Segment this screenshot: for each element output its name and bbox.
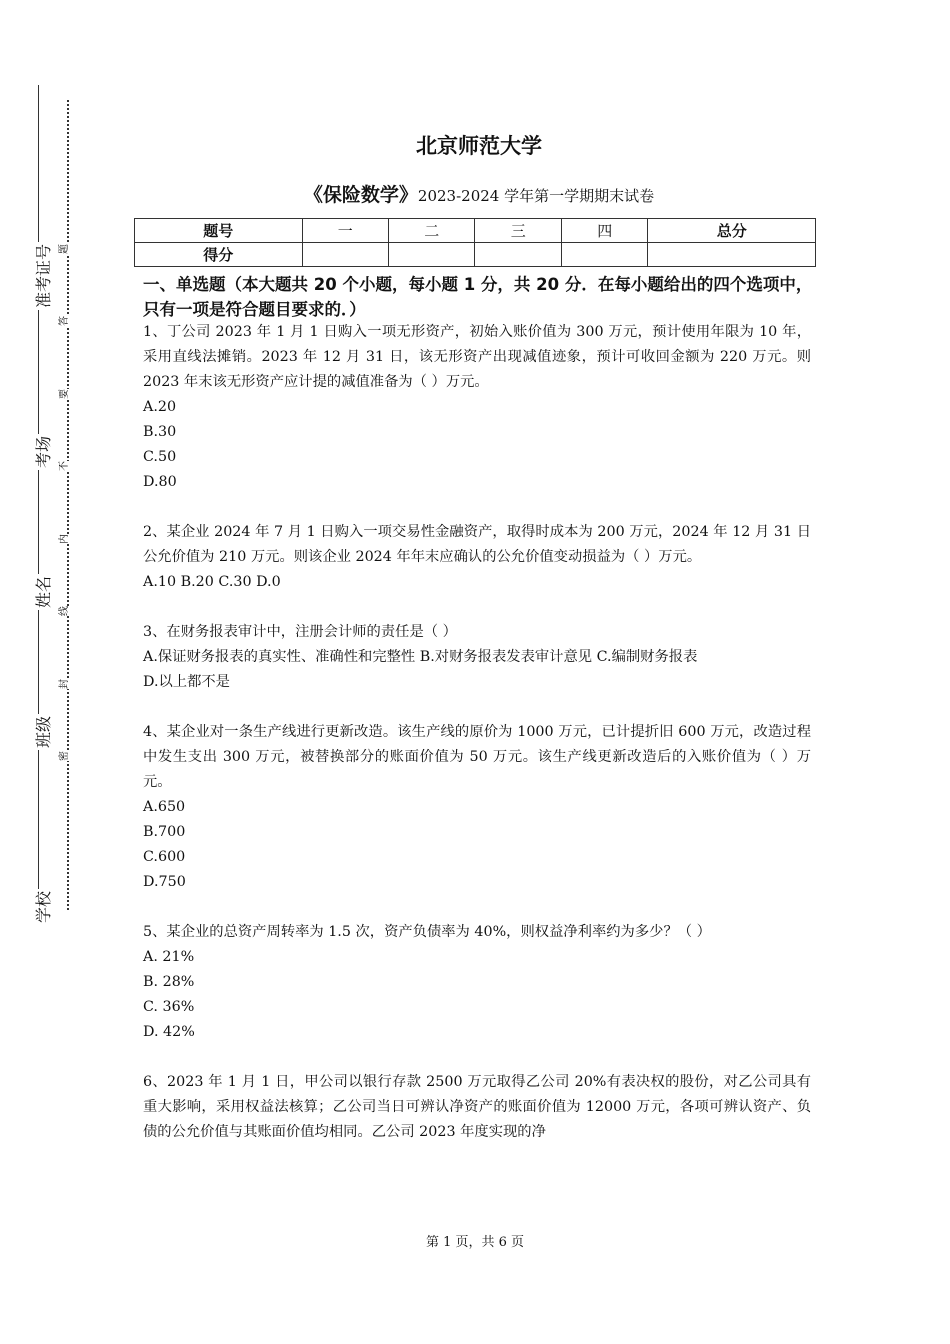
option: A. 21%: [143, 949, 195, 965]
question-stem: 2、某企业 2024 年 7 月 1 日购入一项交易性金融资产，取得时成本为 200 万元，2024 年 12 月 31 日公允价值为 210 万元。则该企业 2024 年年末应确认的公允价值变动损益为（ ）万元。: [143, 524, 811, 565]
question-stem: 3、在财务报表审计中，注册会计师的责任是（ ）: [143, 624, 457, 640]
score-cell-header: 一: [302, 219, 388, 243]
score-cell-label: 题号: [135, 219, 303, 243]
option: D.以上都不是: [143, 674, 230, 690]
option: B.30: [143, 424, 177, 440]
score-cell-total: 总分: [648, 219, 816, 243]
seal-char: 封: [59, 679, 70, 689]
seal-char: 答: [59, 316, 70, 326]
option: D.750: [143, 874, 186, 890]
course-title: 《保险数学》: [303, 184, 418, 206]
option: C.600: [143, 849, 186, 865]
score-row-label: 得分: [135, 243, 303, 267]
exam-subtitle: 2023-2024 学年第一学期期末试卷: [417, 187, 655, 205]
exam-number-label: 准考证号: [31, 242, 54, 310]
student-name-label: 姓名: [31, 574, 54, 610]
score-cell-header: 四: [561, 219, 647, 243]
option: C. 36%: [143, 999, 195, 1015]
binding-line: [38, 85, 39, 925]
question-5: [143, 920, 811, 1045]
seal-dotted-line: [67, 100, 69, 910]
seal-char: 线: [59, 606, 70, 616]
seal-char: 不: [59, 461, 70, 471]
question-3: [143, 620, 811, 695]
score-table-header-row: [135, 219, 816, 243]
question-list: [143, 320, 811, 1170]
score-cell-empty: [561, 243, 647, 267]
university-title: 北京师范大学: [416, 134, 542, 158]
question-1: [143, 320, 811, 495]
score-cell-header: 二: [388, 219, 474, 243]
score-cell-empty: [302, 243, 388, 267]
score-cell-header: 三: [475, 219, 561, 243]
section-heading: 一、单选题（本大题共 20 个小题，每小题 1 分，共 20 分．在每小题给出的四个选项中，只有一项是符合题目要求的．）: [143, 275, 813, 319]
option: A.10 B.20 C.30 D.0: [143, 574, 281, 590]
question-stem: 6、2023 年 1 月 1 日，甲公司以银行存款 2500 万元取得乙公司 20%有表决权的股份，对乙公司具有重大影响，采用权益法核算；乙公司当日可辨认净资产的账面价值为 12000 万元，各项可辨认资产、负债的公允价值与其账面价值均相同。乙公司 2023 年度实现的净: [143, 1074, 811, 1140]
option: B.700: [143, 824, 186, 840]
option: C.50: [143, 449, 177, 465]
question-6: [143, 1070, 811, 1145]
option: A.保证财务报表的真实性、准确性和完整性 B.对财务报表发表审计意见 C.编制财务报表: [143, 649, 698, 665]
seal-char: 内: [59, 534, 70, 544]
option: A.650: [143, 799, 186, 815]
question-stem: 5、某企业的总资产周转率为 1.5 次，资产负债率为 40%，则权益净利率约为多少？（ ）: [143, 924, 711, 940]
option: D. 42%: [143, 1024, 195, 1040]
score-table: [134, 218, 816, 267]
score-table-score-row: [135, 243, 816, 267]
option: D.80: [143, 474, 177, 490]
score-cell-empty: [475, 243, 561, 267]
option: B. 28%: [143, 974, 195, 990]
question-4: [143, 720, 811, 895]
score-cell-empty: [388, 243, 474, 267]
question-stem: 1、丁公司 2023 年 1 月 1 日购入一项无形资产，初始入账价值为 300 万元，预计使用年限为 10 年，采用直线法摊销。2023 年 12 月 31 日，该无形资产出现减值迹象，预计可收回金额为 220 万元。则 2023 年末该无形资产应计提的减值准备为（ ）万元。: [143, 324, 811, 390]
option: A.20: [143, 399, 177, 415]
school-label: 学校: [31, 889, 54, 925]
score-cell-empty: [648, 243, 816, 267]
question-stem: 4、某企业对一条生产线进行更新改造。该生产线的原价为 1000 万元，已计提折旧 600 万元，改造过程中发生支出 300 万元，被替换部分的账面价值为 50 万元。该生产线更新改造后的入账价值为（ ）万元。: [143, 724, 811, 790]
exam-title: [143, 180, 815, 207]
question-2: [143, 520, 811, 595]
exam-room-label: 考场: [31, 434, 54, 470]
seal-char: 密: [59, 751, 70, 761]
seal-char: 题: [59, 244, 70, 254]
page-number: 第 1 页，共 6 页: [425, 1235, 525, 1250]
seal-char: 要: [59, 389, 70, 399]
class-label: 班级: [31, 714, 54, 750]
